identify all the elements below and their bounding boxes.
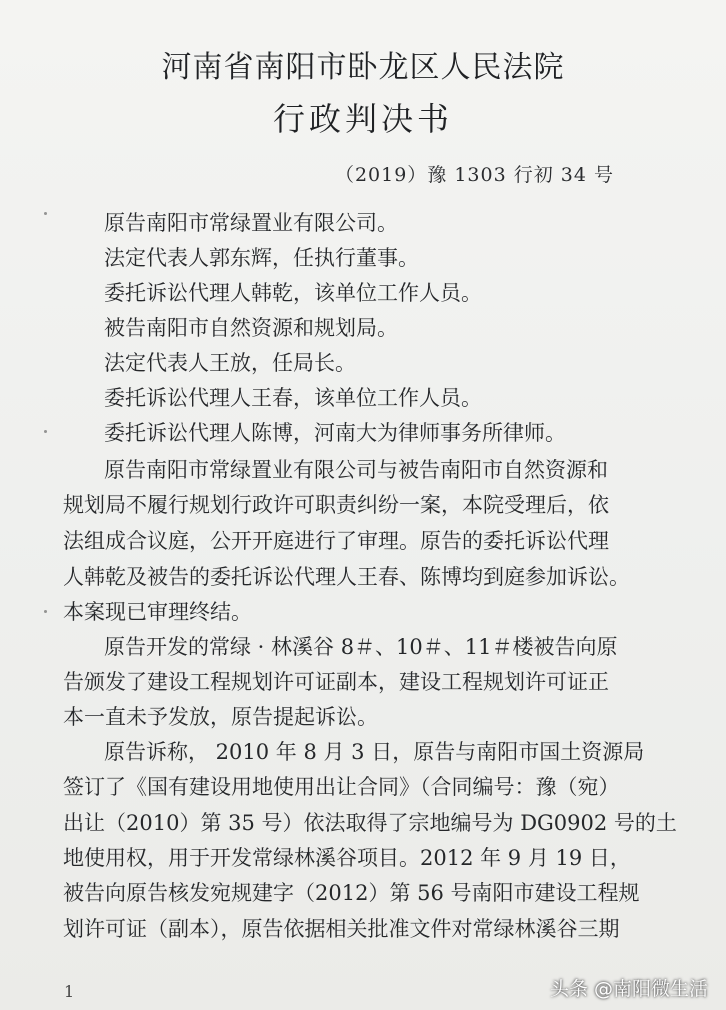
body-line: 出让（2010）第 35 号）依法取得了宗地编号为 DG0902 号的土 bbox=[63, 811, 677, 835]
party-line: 被告南阳市自然资源和规划局。 bbox=[104, 316, 398, 340]
party-line: 委托诉讼代理人陈博，河南大为律师事务所律师。 bbox=[104, 421, 566, 445]
scan-speck bbox=[44, 430, 47, 433]
party-list bbox=[104, 206, 566, 451]
party-line: 法定代表人王放，任局长。 bbox=[104, 351, 356, 375]
body-line: 原告诉称， 2010 年 8 月 3 日，原告与南阳市国土资源局 bbox=[104, 740, 645, 764]
body-line: 法组成合议庭，公开开庭进行了审理。原告的委托诉讼代理 bbox=[63, 529, 609, 553]
body-line: 规划局不履行规划行政许可职责纠纷一案，本院受理后，依 bbox=[63, 493, 609, 517]
scan-speck bbox=[44, 610, 47, 613]
party-line: 委托诉讼代理人韩乾，该单位工作人员。 bbox=[104, 281, 482, 305]
body-line: 地使用权，用于开发常绿林溪谷项目。2012 年 9 月 19 日， bbox=[63, 846, 631, 870]
body-line: 原告南阳市常绿置业有限公司与被告南阳市自然资源和 bbox=[104, 458, 608, 482]
body-line: 人韩乾及被告的委托诉讼代理人王春、陈博均到庭参加诉讼。 bbox=[63, 565, 630, 589]
body-line: 本一直未予发放，原告提起诉讼。 bbox=[63, 705, 378, 729]
body-line: 本案现已审理终结。 bbox=[63, 600, 252, 624]
party-line: 法定代表人郭东辉，任执行董事。 bbox=[104, 246, 419, 270]
page-number: 1 bbox=[64, 982, 75, 1001]
case-number: （2019）豫 1303 行初 34 号 bbox=[334, 164, 614, 186]
court-name: 河南省南阳市卧龙区人民法院 bbox=[161, 50, 565, 85]
body-line: 原告开发的常绿 · 林溪谷 8＃、10＃、11＃楼被告向原 bbox=[104, 635, 618, 659]
document-type: 行政判决书 bbox=[272, 100, 453, 138]
source-watermark: 头条 @南阳微生活 bbox=[549, 978, 708, 1000]
body-line: 划许可证（副本），原告依据相关批准文件对常绿林溪谷三期 bbox=[63, 917, 620, 941]
body-line: 被告向原告核发宛规建字（2012）第 56 号南阳市建设工程规 bbox=[63, 881, 640, 905]
body-line: 告颁发了建设工程规划许可证副本，建设工程规划许可证正 bbox=[63, 670, 609, 694]
body-line: 签订了《国有建设用地使用出让合同》（合同编号：豫（宛） bbox=[63, 775, 620, 799]
scan-speck bbox=[44, 212, 47, 215]
party-line: 委托诉讼代理人王春，该单位工作人员。 bbox=[104, 386, 482, 410]
party-line: 原告南阳市常绿置业有限公司。 bbox=[104, 211, 398, 235]
